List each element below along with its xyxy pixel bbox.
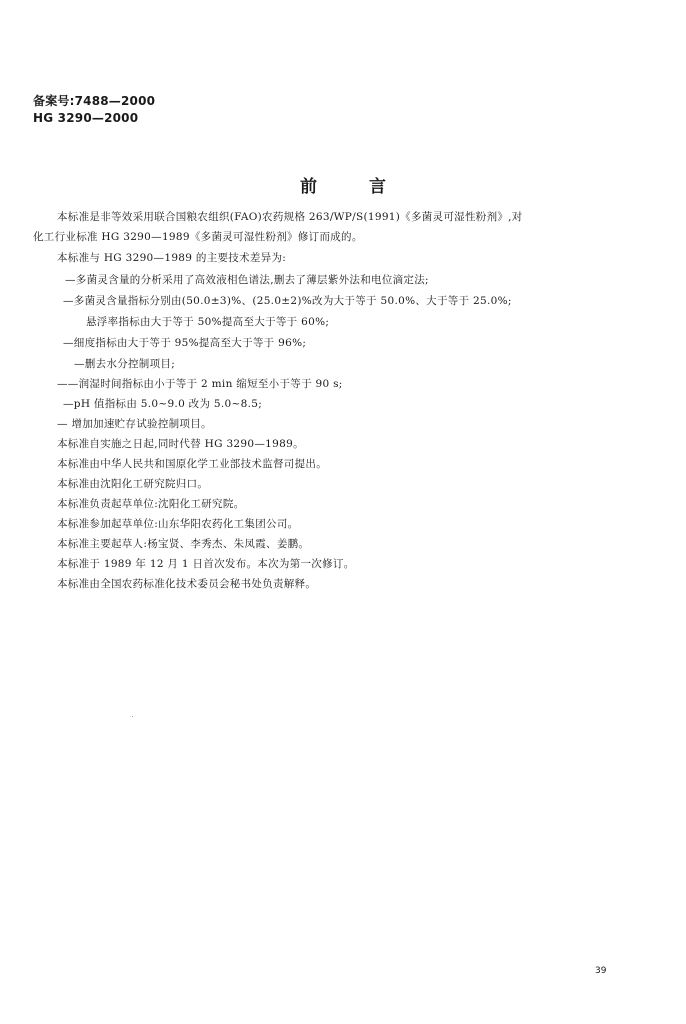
body-line-14: 本标准由沈阳化工研究院归口。	[57, 478, 209, 490]
body-line-4: —多菌灵含量的分析采用了高效液相色谱法,删去了薄层紫外法和电位滴定法;	[65, 274, 429, 286]
body-line-17: 本标准主要起草人:杨宝贤、李秀杰、朱凤霞、姜鹏。	[57, 538, 310, 550]
body-line-9: ——润湿时间指标由小于等于 2 min 缩短至小于等于 90 s;	[57, 378, 343, 390]
page-number: 39	[595, 966, 607, 976]
standard-number: HG 3290—2000	[33, 111, 139, 125]
page-title: 前言	[300, 177, 438, 197]
body-line-10: —pH 值指标由 5.0~9.0 改为 5.0~8.5;	[63, 398, 263, 410]
body-line-5: —多菌灵含量指标分别由(50.0±3)%、(25.0±2)%改为大于等于 50.0%、大于等于 25.0%;	[63, 295, 512, 307]
body-line-1: 本标准是非等效采用联合国粮农组织(FAO)农药规格 263/WP/S(1991)《多菌灵可湿性粉剂》,对	[57, 211, 523, 223]
body-line-19: 本标准由全国农药标准化技术委员会秘书处负责解释。	[57, 578, 317, 590]
body-line-16: 本标准参加起草单位:山东华阳农药化工集团公司。	[57, 518, 299, 530]
body-line-7: —细度指标由大于等于 95%提高至大于等于 96%;	[63, 337, 307, 349]
body-line-12: 本标准自实施之日起,同时代替 HG 3290—1989。	[57, 438, 304, 450]
body-line-6: 悬浮率指标由大于等于 50%提高至大于等于 60%;	[86, 316, 330, 328]
body-line-11: — 增加加速贮存试验控制项目。	[57, 418, 212, 430]
scan-speck	[132, 716, 133, 717]
body-line-2: 化工行业标准 HG 3290—1989《多菌灵可湿性粉剂》修订而成的。	[33, 231, 363, 243]
body-line-15: 本标准负责起草单位:沈阳化工研究院。	[57, 498, 245, 510]
body-line-13: 本标准由中华人民共和国原化学工业部技术监督司提出。	[57, 458, 327, 470]
record-number: 备案号:7488—2000	[33, 94, 156, 108]
body-line-8: —删去水分控制项目;	[74, 358, 176, 370]
body-line-3: 本标准与 HG 3290—1989 的主要技术差异为:	[57, 252, 287, 264]
body-line-18: 本标准于 1989 年 12 月 1 日首次发布。本次为第一次修订。	[57, 558, 355, 570]
